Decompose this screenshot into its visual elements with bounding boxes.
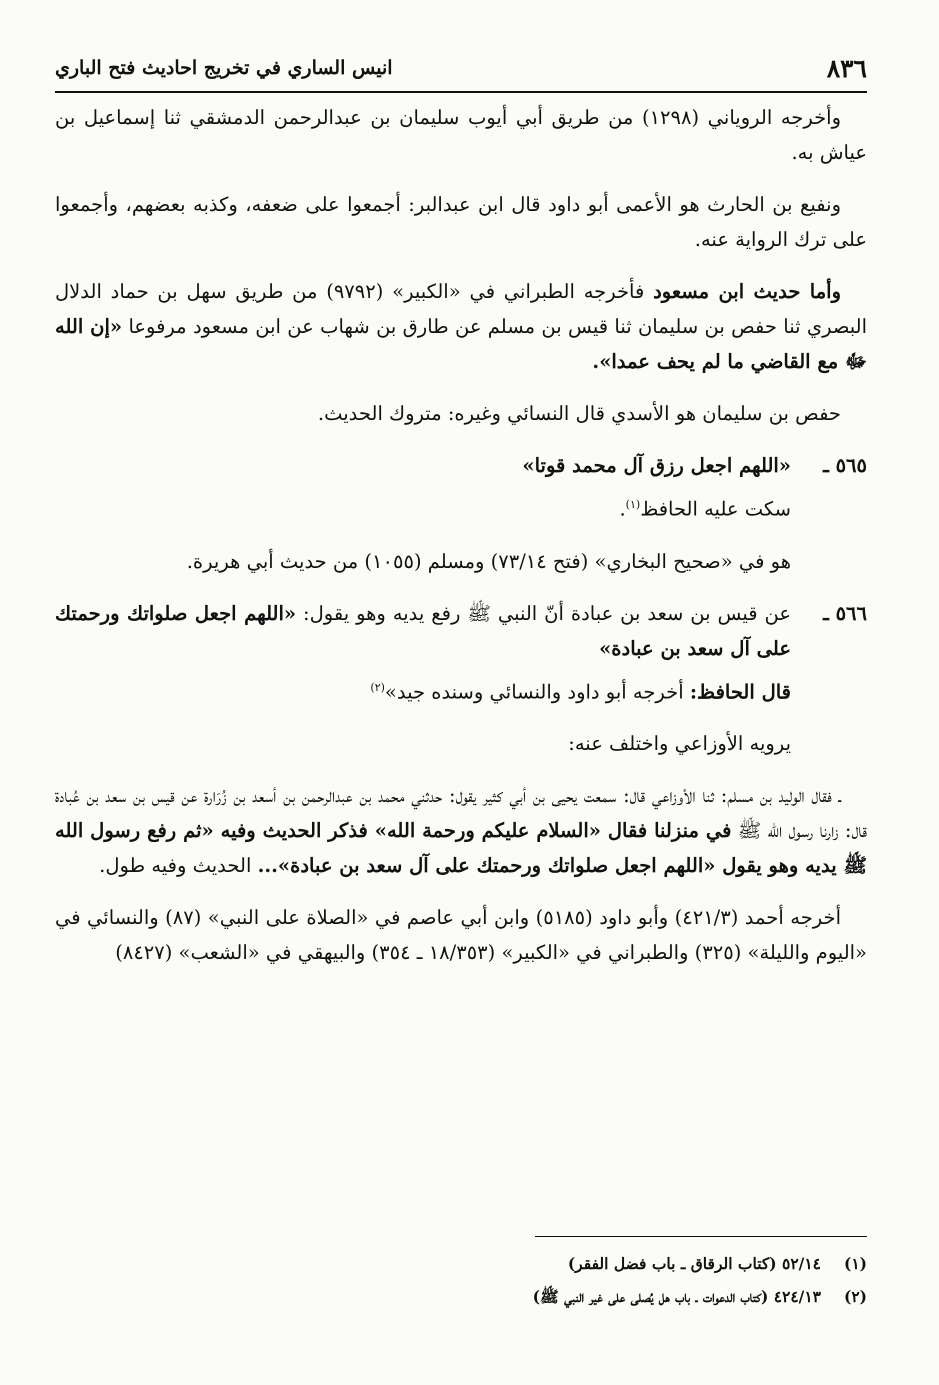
- page-body: [55, 100, 867, 987]
- ibn-masud-lead: وأما حديث ابن مسعود: [653, 280, 842, 303]
- footnote-text: ٥٢/١٤ (كتاب الرقاق ـ باب فضل الفقر): [567, 1254, 821, 1273]
- footnote-rule: [535, 1236, 867, 1237]
- hadith-565-title: «اللهم اجعل رزق آل محمد قوتا»: [522, 454, 791, 477]
- walid-paragraph: ـ فقال الوليد بن مسلم: ثنا الأوزاعي قال: سمعت يحيى بن أبي كثير يقول: حدثني محمد بن عبدالرحمن بن أسعد بن زُرَارة عن قيس بن سعد بن عُبادة قال: زارنا رسول الله ﷺ في منزلنا فقال «السلام عليكم ورحمة الله» فذكر الحديث وفيه «ثم رفع رسول الله ﷺ يديه وهو يقول «اللهم اجعل صلواتك ورحمتك على آل سعد بن عبادة»... الحديث وفيه طول.: [55, 784, 867, 877]
- footnotes: [55, 1247, 867, 1313]
- footnote-ref-1: (١): [625, 498, 641, 511]
- hadith-565-number: ٥٦٥ ـ: [823, 454, 867, 477]
- footnote-text: ٤٢٤/١٣ (كتاب الدعوات ـ باب هل يُصلى على غير النبي ﷺ): [532, 1287, 821, 1306]
- page-number: ٨٣٦: [826, 53, 867, 83]
- footnote-ref-2: (٢): [370, 680, 385, 694]
- hadith-565-source: هو في «صحيح البخاري» (فتح ٧٣/١٤) ومسلم (١٠٥٥) من حديث أبي هريرة.: [186, 549, 791, 573]
- header-rule: [55, 91, 867, 93]
- footnote-2: [55, 1280, 867, 1313]
- takhrij-paragraph: أخرجه أحمد (٤٢١/٣) وأبو داود (٥١٨٥) وابن أبي عاصم في «الصلاة على النبي» (٨٧) والنسائي في «اليوم والليلة» (٣٢٥) والطبراني في «الكبير» (١٨/٣٥٣ ـ ٣٥٤) والبيهقي في «الشعب» (٨٤٢٧): [55, 906, 867, 964]
- hadith-566-number: ٥٦٦ ـ: [823, 601, 867, 625]
- paragraph-rouyani: وأخرجه الروياني (١٢٩٨) من طريق أبي أيوب سليمان بن عبدالرحمن الدمشقي ثنا إسماعيل بن عياش به.: [55, 106, 867, 164]
- running-title: انيس الساري في تخريج احاديث فتح الباري: [55, 57, 393, 79]
- hafiz-statement: قال الحافظ: أخرجه أبو داود والنسائي وسنده جيد»$^{(٢)}$: [370, 680, 791, 703]
- footnote-number: (٢): [843, 1287, 867, 1306]
- hadith-566-text: عن قيس بن سعد بن عبادة أنّ النبي ﷺ رفع يديه وهو يقول: «اللهم اجعل صلواتك ورحمتك على آل سعد بن عبادة»: [55, 601, 792, 660]
- paragraph-ibn-masud: [55, 274, 867, 379]
- paragraph-hafs: حفص بن سليمان هو الأسدي قال النسائي وغيره: متروك الحديث.: [317, 402, 841, 425]
- ibn-masud-text: فأخرجه الطبراني في «الكبير» (٩٧٩٢) من طريق سهل بن حماد الدلال البصري ثنا حفص بن سليمان ثنا قيس بن مسلم عن طارق بن شهاب عن ابن مسعود مرفوعا: [55, 280, 868, 338]
- hadith-566-quote: «اللهم اجعل صلواتك ورحمتك على آل سعد بن عبادة»: [55, 601, 791, 660]
- hadith-565-note: سكت عليه الحافظ$^{(١)}$.: [619, 497, 791, 521]
- hadith-565: [55, 448, 867, 483]
- paragraph-nufay: ونفيع بن الحارث هو الأعمى أبو داود قال ابن عبدالبر: أجمعوا على ضعفه، وكذبه بعضهم، وأجمعوا على ترك الرواية عنه.: [55, 193, 867, 251]
- footnote-1: [55, 1247, 867, 1280]
- page-header: [55, 46, 867, 90]
- ibn-masud-quote: «إن الله ﷻ مع القاضي ما لم يحف عمدا».: [55, 315, 867, 373]
- footnote-number: (١): [843, 1254, 867, 1273]
- hadith-566: [55, 596, 867, 666]
- awzai-line: يرويه الأوزاعي واختلف عنه:: [568, 732, 791, 755]
- hafiz-label: قال الحافظ:: [689, 680, 791, 703]
